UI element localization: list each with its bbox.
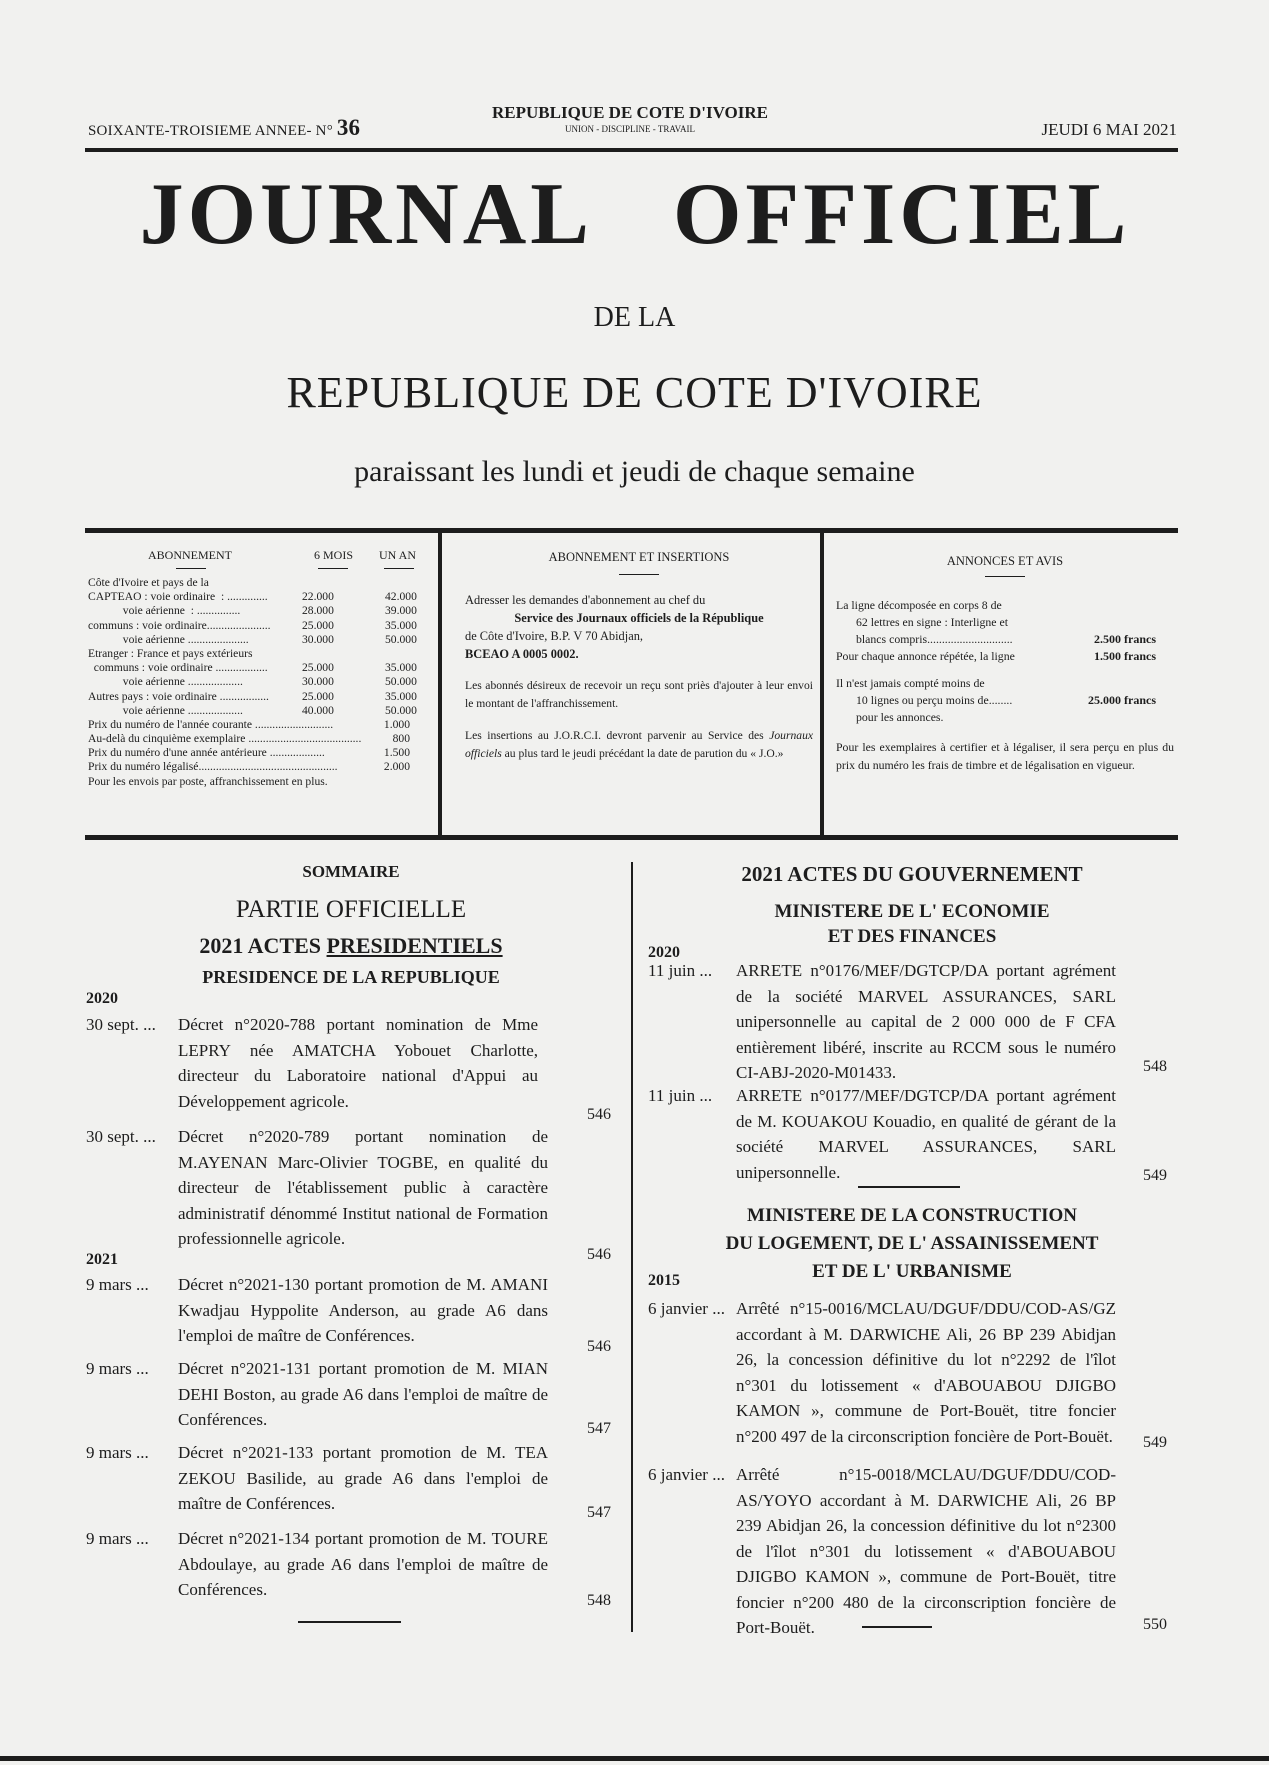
ministere-economie: MINISTERE DE L' ECONOMIE ET DES FINANCES — [774, 901, 1050, 947]
partie-officielle: PARTIE OFFICIELLE — [235, 896, 467, 923]
entry-page: 547 — [587, 1420, 611, 1437]
col-6mois: 6 MOIS — [314, 548, 354, 562]
insertions-p2: Les abonnés désireux de recevoir un reçu sont priès d'ajouter à leur envoi le montant de l'affranchissement. — [465, 679, 813, 710]
issue-label — [88, 115, 360, 141]
entry-page: 546 — [587, 1106, 611, 1123]
year-label: SOIXANTE-TROISIEME ANNEE- N° — [88, 123, 333, 139]
sommaire-entry — [648, 958, 1176, 1082]
annonces-line1: La ligne décomposée en corps 8 de — [836, 598, 1002, 612]
subscription-table — [88, 548, 428, 789]
sommaire-entry — [86, 1124, 616, 1264]
right-mid-rule — [858, 1186, 960, 1188]
entry-date: 6 janvier ... — [648, 1465, 725, 1484]
entry-date: 30 sept. ... — [86, 1015, 156, 1034]
subscription-price-row: Au-delà du cinquième exemplaire ....................................... 800 — [88, 732, 410, 746]
header-rule — [85, 148, 1178, 152]
entry-text: Arrêté n°15-0018/MCLAU/DGUF/DDU/COD-AS/YOYO accordant à M. DARWICHE Ali, 26 BP 239 Abidjan 26, la concession définitive du lot n°2300 de l'îlot n°301 du lotissement « d'ABOUABOU DJIGBO KAMON », commune de Port-Bouët, titre foncier n°200 480 de la circonscription foncière de Port-Bouët. — [736, 1465, 1116, 1637]
entry-date: 11 juin ... — [648, 1086, 713, 1105]
masthead-word-officiel: OFFICIEL — [672, 166, 1131, 263]
year-2015-right: 2015 — [648, 1272, 680, 1289]
entry-page: 546 — [587, 1246, 611, 1263]
year-2020-right: 2020 — [648, 944, 680, 961]
entry-text: ARRETE n°0177/MEF/DGTCP/DA portant agrément de M. KOUAKOU Kouadio, en qualité de gérant de la société MARVEL ASSURANCES, SARL unipersonnelle. — [736, 1086, 1116, 1182]
entry-date: 9 mars ... — [86, 1359, 149, 1378]
column-divider — [631, 862, 633, 1632]
subscription-row: voie aérienne ..................... 30.000 50.000 — [88, 632, 417, 646]
subscription-row: communs : voie ordinaire .................. 25.000 35.000 — [88, 661, 417, 675]
masthead-de-la: DE LA — [593, 302, 676, 333]
entry-text: Décret n°2020-789 portant nomination de M.AYENAN Marc-Olivier TOGBE, en qualité du directeur de l'établissement public à caractère administratif dénommé Institut national de Formation professionnelle agricole. — [178, 1127, 548, 1248]
sommaire-entry — [648, 1462, 1176, 1637]
entry-page: 550 — [1143, 1616, 1167, 1633]
insertions-service: Service des Journaux officiels de la République — [514, 611, 764, 625]
masthead-republic: REPUBLIQUE DE COTE D'IVOIRE — [286, 368, 983, 417]
subscription-row: voie aérienne ................... 30.000 50.000 — [88, 675, 417, 689]
sommaire-entry — [648, 1083, 1176, 1183]
entry-date: 30 sept. ... — [86, 1127, 156, 1146]
subscription-price-row: Prix du numéro légalisé................................................ 2.000 — [88, 760, 410, 774]
entry-text: ARRETE n°0176/MEF/DGTCP/DA portant agrément de la société MARVEL ASSURANCES, SARL unipersonnelle au capital de 2 000 000 de F CFA entièrement libéré, inscrite au RCCM sous le numéro CI-ABJ-2020-M01433. — [736, 961, 1116, 1082]
annonces-line6: 10 lignes ou perçu moins de........ 25.000 francs — [856, 693, 1156, 707]
box-separator-1 — [438, 533, 442, 835]
sommaire-entry — [86, 1356, 616, 1436]
insertions-p3: Les insertions au J.O.R.C.I. devront parvenir au Service des Journaux officiels au plus tard le jeudi précédant la date de parution du « J.O.» — [465, 729, 814, 760]
entry-page: 548 — [1143, 1058, 1167, 1075]
footer-rule — [0, 1756, 1269, 1761]
issue-number: 36 — [336, 115, 361, 140]
subscription-row: Autres pays : voie ordinaire ................. 25.000 35.000 — [88, 689, 417, 703]
sommaire-entry — [86, 1526, 616, 1609]
entry-date: 11 juin ... — [648, 961, 713, 980]
subscription-row: voie aérienne : ............... 28.000 39.000 — [88, 604, 417, 618]
actes-presidentiels: 2021 ACTES PRESIDENTIELS — [199, 933, 503, 958]
left-end-rule — [298, 1621, 401, 1623]
annonces-line5: Il n'est jamais compté moins de — [836, 676, 985, 690]
sommaire-entry — [648, 1296, 1176, 1466]
entry-page: 547 — [587, 1504, 611, 1521]
annonces-line4: Pour chaque annonce répétée, la ligne 1.500 francs — [836, 649, 1156, 663]
actes-gouvernement: 2021 ACTES DU GOUVERNEMENT — [741, 862, 1083, 886]
header-motto: UNION - DISCIPLINE - TRAVAIL — [565, 124, 695, 134]
entry-text: Décret n°2021-131 portant promotion de M. MIAN DEHI Boston, au grade A6 dans l'emploi de maître de Conférences. — [178, 1359, 548, 1429]
sommaire-heading-block — [86, 862, 616, 988]
issue-date: JEUDI 6 MAI 2021 — [1041, 120, 1177, 139]
insertions-section — [465, 548, 813, 763]
entry-page: 546 — [587, 1338, 611, 1355]
sommaire-entry — [86, 1440, 616, 1520]
subscription-row: Etranger : France et pays extérieurs — [88, 646, 253, 660]
year-2021-left: 2021 — [86, 1251, 118, 1268]
sommaire-entry — [86, 1012, 616, 1122]
masthead-word-journal: JOURNAL — [139, 166, 593, 263]
header-republic: REPUBLIQUE DE COTE D'IVOIRE — [492, 103, 768, 122]
entry-text: Arrêté n°15-0016/MCLAU/DGUF/DDU/COD-AS/GZ accordant à M. DARWICHE Ali, 26 BP 239 Abidjan 26, la concession définitive du lot n°2292 de l'îlot n°301 du lotissement « d'ABOUABOU DJIGBO KAMON », commune de Port-Bouët, titre foncier n°200 497 de la circonscription foncière de Port-Bouët. — [736, 1299, 1116, 1446]
entry-text: Décret n°2021-133 portant promotion de M. TEA ZEKOU Basilide, au grade A6 dans l'emploi de maître de Conférences. — [178, 1443, 548, 1513]
annonces-title: ANNONCES ET AVIS — [946, 554, 1064, 568]
masthead-title — [85, 165, 1185, 265]
header-republic-block — [430, 103, 830, 134]
gouv-heading-block — [648, 862, 1176, 949]
annonces-section — [836, 553, 1174, 774]
sommaire-title: SOMMAIRE — [302, 862, 400, 881]
col-unan: UN AN — [379, 548, 417, 562]
annonces-final: Pour les exemplaires à certifier et à légaliser, il sera perçu en plus du prix du numéro les frais de timbre et de légalisation en vigueur. — [836, 740, 1174, 772]
entry-date: 6 janvier ... — [648, 1299, 725, 1318]
entry-text: Décret n°2021-130 portant promotion de M. AMANI Kwadjau Hyppolite Anderson, au grade A6 dans l'emploi de maître de Conférences. — [178, 1275, 548, 1345]
ministere-construction: MINISTERE DE LA CONSTRUCTION DU LOGEMENT, DE L' ASSAINISSEMENT ET DE L' URBANISME — [725, 1205, 1099, 1282]
insertions-p1-c: de Côte d'Ivoire, B.P. V 70 Abidjan, — [465, 629, 643, 643]
presidence: PRESIDENCE DE LA REPUBLIQUE — [202, 967, 500, 987]
col-abonnement: ABONNEMENT — [148, 548, 232, 562]
insertions-p1-a: Adresser les demandes d'abonnement au chef du — [465, 593, 706, 607]
sommaire-entry — [86, 1272, 616, 1355]
entry-page: 548 — [587, 1592, 611, 1609]
entry-date: 9 mars ... — [86, 1443, 149, 1462]
entry-text: Décret n°2021-134 portant promotion de M. TOURE Abdoulaye, au grade A6 dans l'emploi de maître de Conférences. — [178, 1529, 548, 1599]
box-top-rule — [85, 528, 1178, 533]
entry-date: 9 mars ... — [86, 1529, 149, 1548]
subscription-price-row: Prix du numéro d'une année antérieure ................... 1.500 — [88, 746, 410, 760]
insertions-bceao: BCEAO A 0005 0002. — [465, 647, 579, 661]
subscription-row: Côte d'Ivoire et pays de la — [88, 576, 209, 589]
entry-date: 9 mars ... — [86, 1275, 149, 1294]
year-2020-left: 2020 — [86, 990, 118, 1007]
box-separator-2 — [820, 533, 824, 835]
subscription-row: CAPTEAO : voie ordinaire : .............. 22.000 42.000 — [88, 590, 417, 604]
entry-page: 549 — [1143, 1167, 1167, 1184]
entry-text: Décret n°2020-788 portant nomination de Mme LEPRY née AMATCHA Yobouet Charlotte, directeur du Laboratoire national d'Appui au Développement agricole. — [178, 1015, 538, 1111]
insertions-title: ABONNEMENT ET INSERTIONS — [548, 550, 730, 564]
annonces-line7: pour les annonces. — [856, 710, 944, 724]
annonces-line2: 62 lettres en signe : Interligne et — [856, 615, 1009, 629]
subscription-row: communs : voie ordinaire...................... 25.000 35.000 — [88, 618, 417, 632]
subscription-row: voie aérienne ................... 40.000 50.000 — [88, 703, 417, 717]
entry-page: 549 — [1143, 1434, 1167, 1451]
subscription-price-row: Prix du numéro de l'année courante ........................... 1.000 — [88, 717, 410, 731]
box-bottom-rule — [85, 835, 1178, 840]
annonces-line3: blancs compris............................. 2.500 francs — [856, 632, 1156, 646]
right-end-rule — [862, 1626, 932, 1628]
masthead-tagline: paraissant les lundi et jeudi de chaque semaine — [354, 455, 915, 488]
subscription-note: Pour les envois par poste, affranchissement en plus. — [88, 774, 328, 788]
